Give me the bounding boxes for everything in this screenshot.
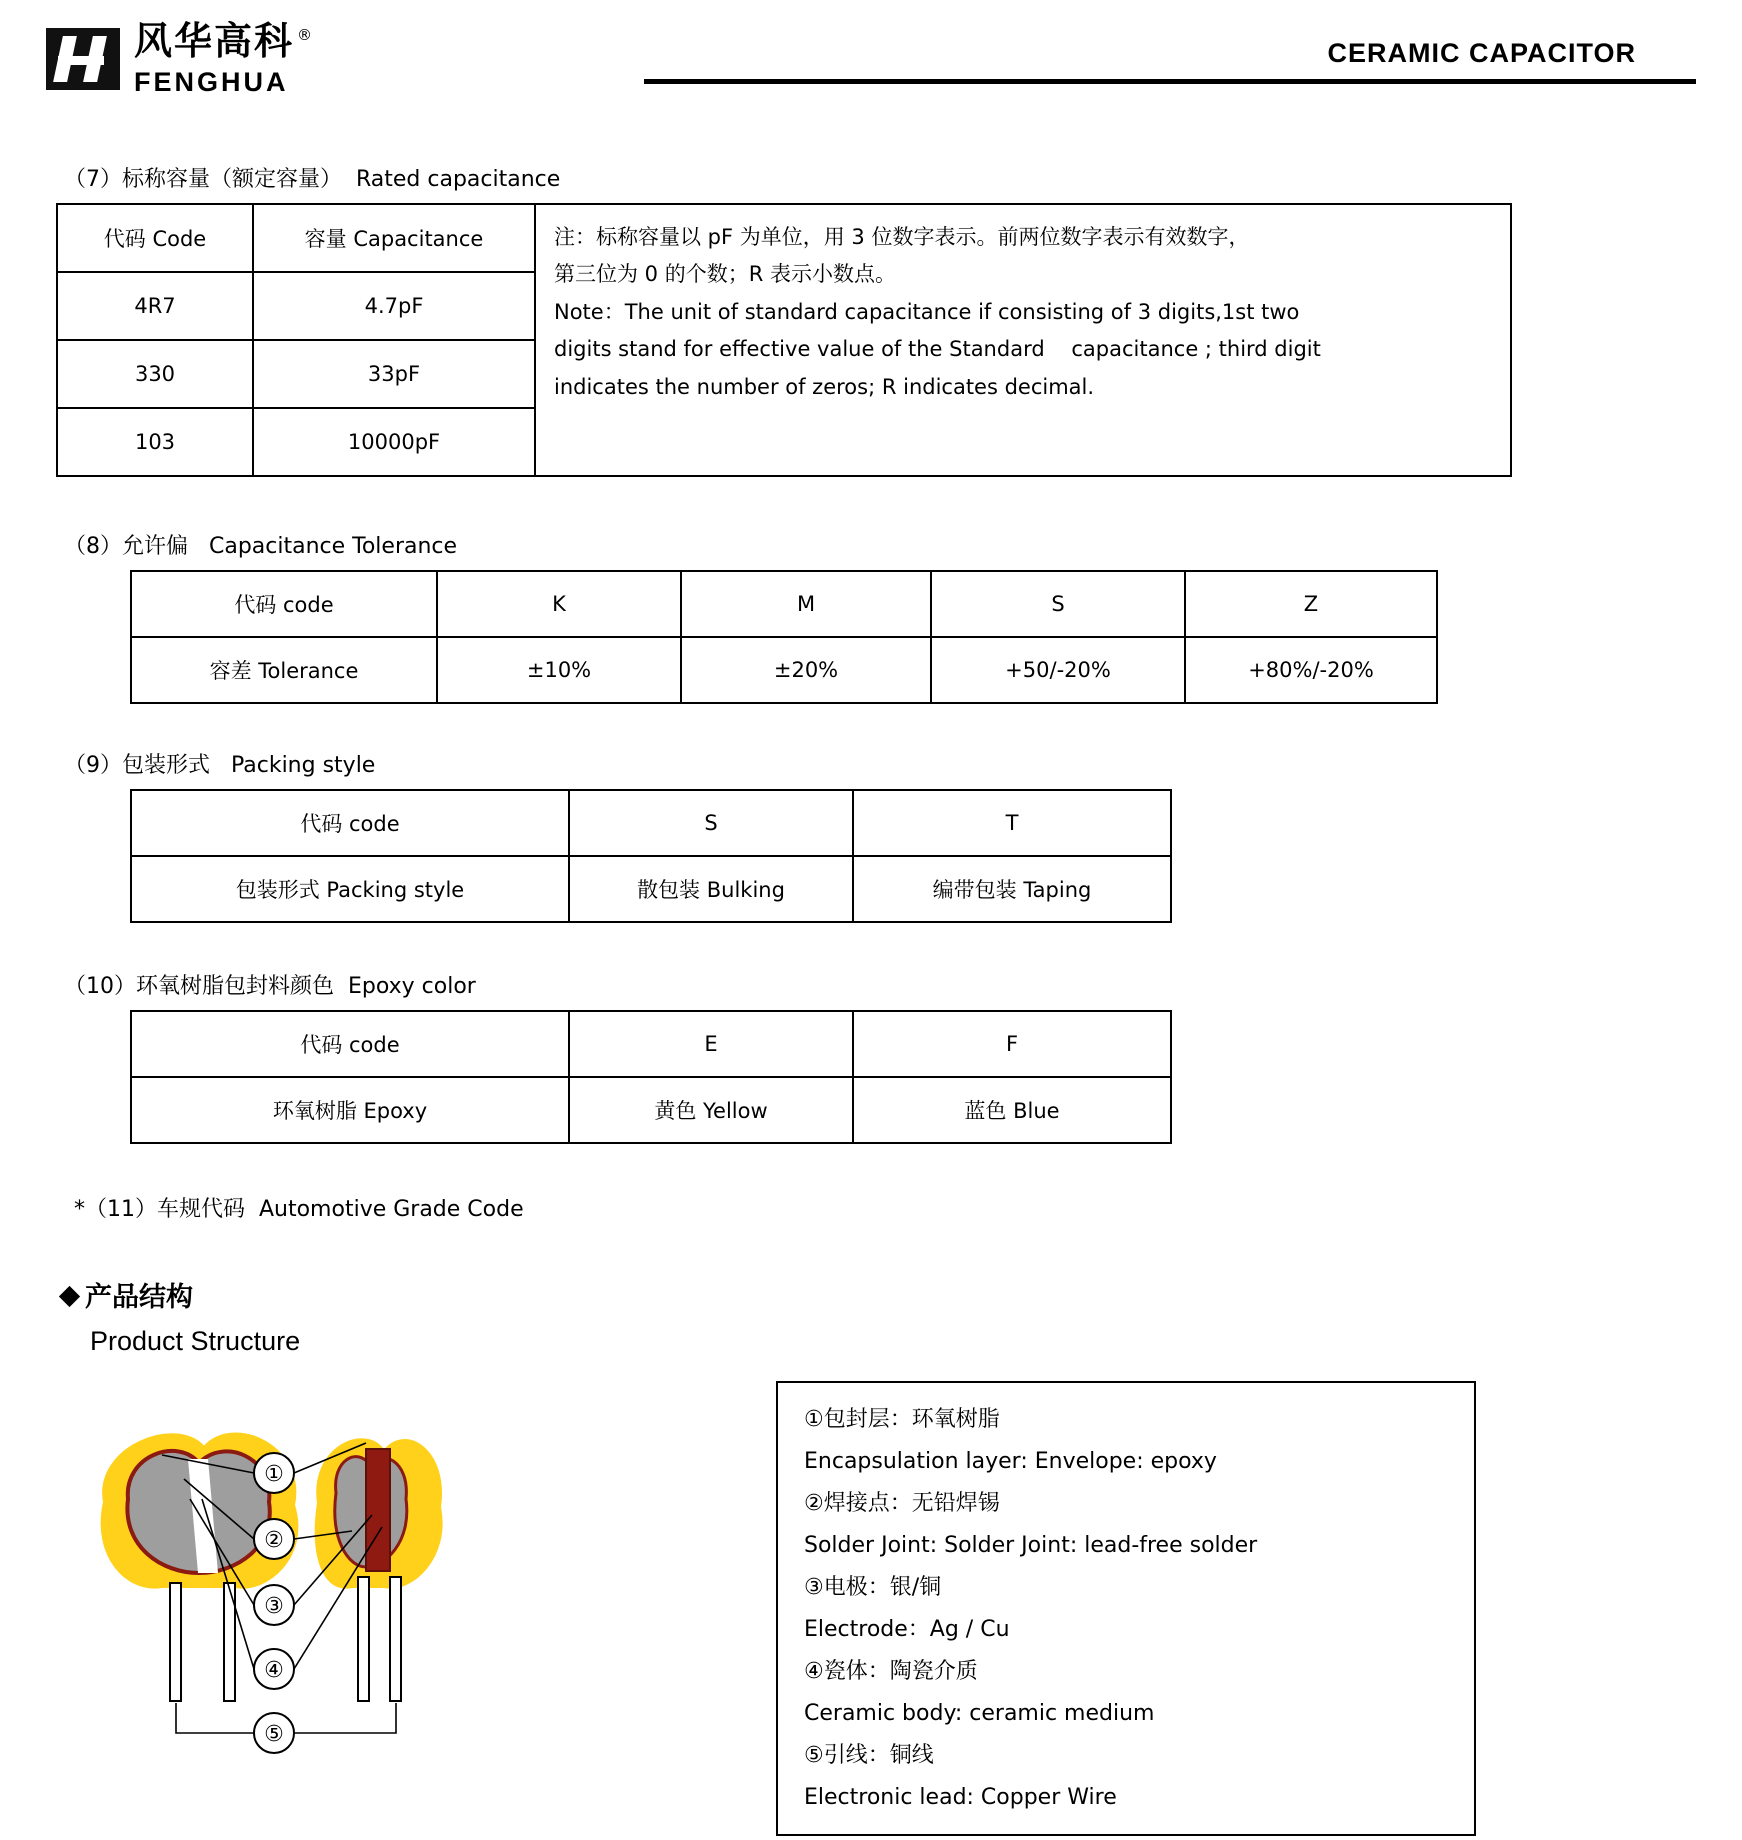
cell-packing: 编带包装 Taping [853, 856, 1171, 922]
tolerance-table [130, 570, 1438, 704]
legend-item: Electronic lead: Copper Wire [804, 1785, 1117, 1811]
callout-5: ⑤ [264, 1722, 284, 1747]
table-row [131, 790, 1171, 856]
note-en-line1: Note：The unit of standard capacitance if consisting of 3 digits,1st two [554, 299, 1300, 324]
legend-item: Encapsulation layer: Envelope: epoxy [804, 1449, 1217, 1475]
note-cn-line2: 第三位为 0 的个数；R 表示小数点。 [554, 262, 896, 287]
legend-item: ③电极：银/铜 [804, 1575, 942, 1601]
diamond-bullet-icon [59, 1286, 80, 1307]
row-label-packing: 包装形式 Packing style [131, 856, 569, 922]
row-label-epoxy: 环氧树脂 Epoxy [131, 1077, 569, 1143]
cell-code: 4R7 [57, 272, 253, 340]
page-header [46, 19, 1696, 108]
section7-title: （7）标称容量（额定容量） Rated capacitance [64, 167, 561, 192]
section10-title: （10）环氧树脂包封料颜色 Epoxy color [64, 974, 476, 999]
product-structure-body [46, 1381, 1696, 1836]
cell-tolerance: +50/-20% [931, 637, 1185, 703]
brand-logo [46, 19, 315, 97]
cell-tolerance: ±20% [681, 637, 931, 703]
table-row [131, 637, 1437, 703]
header-code: 代码 Code [57, 204, 253, 272]
cell-code: F [853, 1011, 1171, 1077]
section-packing-style [46, 748, 1696, 923]
cell-code: S [569, 790, 853, 856]
table-row [131, 1011, 1171, 1077]
brand-text [134, 19, 315, 97]
row-label-code: 代码 code [131, 1011, 569, 1077]
note-cn-line1: 注：标称容量以 pF 为单位，用 3 位数字表示。前两位数字表示有效数字， [554, 225, 1250, 249]
cell-color: 蓝色 Blue [853, 1077, 1171, 1143]
product-structure-title-cn-label: 产品结构 [85, 1282, 193, 1313]
cell-code: E [569, 1011, 853, 1077]
cell-tolerance: +80%/-20% [1185, 637, 1437, 703]
legend-item: ⑤引线：铜线 [804, 1743, 934, 1769]
row-label-tolerance: 容差 Tolerance [131, 637, 437, 703]
capacitor-side-view [316, 1439, 442, 1701]
cell-code: 103 [57, 408, 253, 476]
note-en-line3: indicates the number of zeros; R indicates decimal. [554, 374, 1095, 399]
capacitance-note [535, 204, 1511, 476]
cell-capacitance: 4.7pF [253, 272, 535, 340]
capacitor-diagram [66, 1407, 686, 1802]
brand-name-en: FENGHUA [134, 67, 289, 97]
cell-color: 黄色 Yellow [569, 1077, 853, 1143]
legend-item: ①包封层：环氧树脂 [804, 1407, 1000, 1432]
legend-item: Ceramic body: ceramic medium [804, 1701, 1155, 1727]
cell-tolerance: ±10% [437, 637, 681, 703]
legend-item: Electrode：Ag / Cu [804, 1617, 1010, 1643]
cell-code: 330 [57, 340, 253, 408]
callout-4: ④ [264, 1658, 284, 1683]
section-capacitance-tolerance [46, 529, 1696, 704]
cell-code: Z [1185, 571, 1437, 637]
epoxy-color-table [130, 1010, 1172, 1144]
note-en-line2: digits stand for effective value of the Standard capacitance ; third digit [554, 337, 1321, 362]
section9-title: （9）包装形式 Packing style [64, 753, 376, 778]
section-automotive-grade-code [56, 1192, 1696, 1223]
registered-mark: ® [297, 26, 315, 45]
product-structure-heading [62, 1275, 1696, 1357]
legend-item: ④瓷体：陶瓷介质 [804, 1659, 978, 1685]
product-structure-title-cn [62, 1275, 1696, 1314]
structure-legend [776, 1381, 1476, 1836]
cell-capacitance: 33pF [253, 340, 535, 408]
callout-1: ① [264, 1462, 284, 1487]
row-label-code: 代码 code [131, 790, 569, 856]
header-capacitance: 容量 Capacitance [253, 204, 535, 272]
section8-title: （8）允许偏 Capacitance Tolerance [64, 534, 458, 559]
row-label-code: 代码 code [131, 571, 437, 637]
brand-name-cn [134, 19, 315, 63]
legend-item: ②焊接点：无铅焊锡 [804, 1491, 1000, 1517]
cell-packing: 散包装 Bulking [569, 856, 853, 922]
callout-2: ② [264, 1528, 284, 1553]
table-row [131, 571, 1437, 637]
section-epoxy-color [46, 969, 1696, 1144]
cell-code: T [853, 790, 1171, 856]
product-structure-title-en: Product Structure [90, 1326, 301, 1356]
rated-capacitance-table [56, 203, 1512, 477]
header-right [314, 22, 1696, 84]
callout-3: ③ [264, 1594, 284, 1619]
legend-item: Solder Joint: Solder Joint: lead-free solder [804, 1533, 1258, 1559]
header-divider [644, 79, 1696, 84]
cell-code: S [931, 571, 1185, 637]
cell-code: K [437, 571, 681, 637]
brand-name-cn-label: 风华高科 [134, 19, 295, 63]
table-row [131, 1077, 1171, 1143]
cell-code: M [681, 571, 931, 637]
page-title: CERAMIC CAPACITOR [1327, 38, 1636, 68]
cell-capacitance: 10000pF [253, 408, 535, 476]
packing-style-table [130, 789, 1172, 923]
table-row [131, 856, 1171, 922]
table-row [57, 204, 1511, 272]
section11-title: *（11）车规代码 Automotive Grade Code [74, 1197, 524, 1222]
fenghua-logo-icon [46, 28, 120, 90]
section-rated-capacitance [46, 162, 1696, 477]
